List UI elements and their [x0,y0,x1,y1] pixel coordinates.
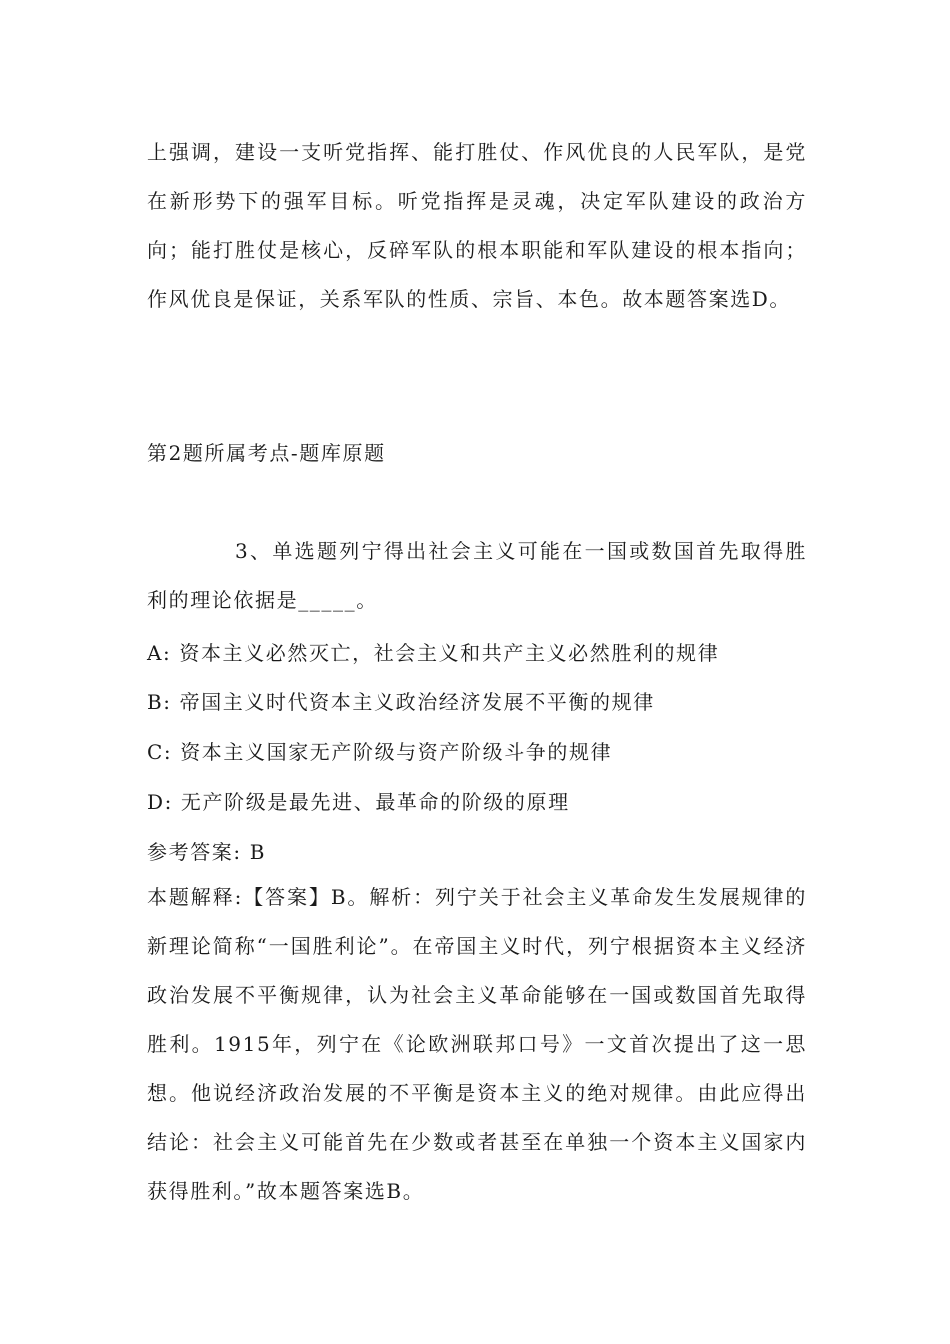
option-b: B: 帝国主义时代资本主义政治经济发展不平衡的规律 [147,690,655,714]
option-d: D: 无产阶级是最先进、最革命的阶级的原理 [147,790,570,814]
question-3-stem: 3、单选题列宁得出社会主义可能在一国或数国首先取得胜利的理论依据是_____。 [147,539,807,612]
previous-explanation: 上强调，建设一支听党指挥、能打胜仗、作风优良的人民军队，是党在新形势下的强军目标。听党指挥是灵魂，决定军队建设的政治方向；能打胜仗是核心，反碎军队的根本职能和军队建设的根本指向；作风优良是保证，关系军队的性质、宗旨、本色。故本题答案选D。 [147,140,807,311]
reference-answer: 参考答案: B [147,840,266,864]
question-3-explanation: 本题解释:【答案】B。解析：列宁关于社会主义革命发生发展规律的新理论简称“一国胜利论”。在帝国主义时代，列宁根据资本主义经济政治发展不平衡规律，认为社会主义革命能够在一国或数国首先取得胜利。1915年，列宁在《论欧洲联邦口号》一文首次提出了这一思想。他说经济政治发展的不平衡是资本主义的绝对规律。由此应得出结论：社会主义可能首先在少数或者甚至在单独一个资本主义国家内获得胜利。”故本题答案选B。 [147,885,807,1203]
option-a: A: 资本主义必然灭亡，社会主义和共产主义必然胜利的规律 [147,641,720,665]
question-2-category: 第2题所属考点-题库原题 [147,441,386,465]
option-c: C: 资本主义国家无产阶级与资产阶级斗争的规律 [147,740,613,764]
